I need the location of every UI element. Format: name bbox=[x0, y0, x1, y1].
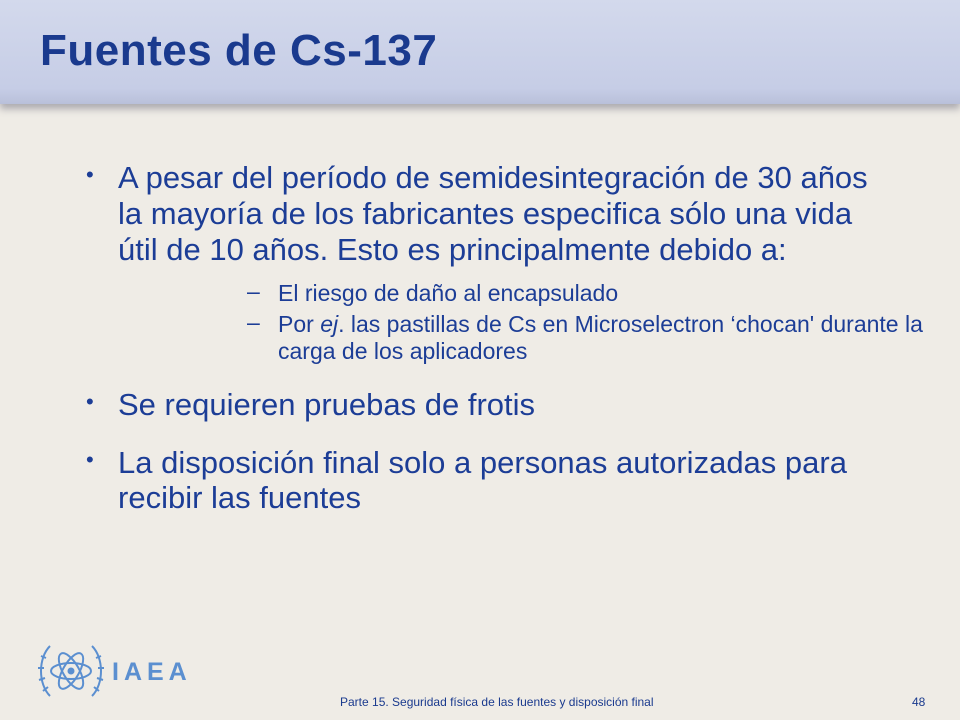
subbullet-item bbox=[118, 277, 958, 307]
subbullet-text-after: . las pastillas de Cs en Microselectron ‘chocan' durante la carga de los aplicadores bbox=[278, 310, 923, 364]
subbullet-list bbox=[118, 277, 923, 365]
page-number: 48 bbox=[912, 695, 926, 709]
subbullet-item bbox=[118, 308, 958, 365]
bullet-item bbox=[0, 387, 878, 423]
bullet-text: La disposición final solo a personas autorizadas para recibir las fuentes bbox=[118, 444, 847, 516]
subbullet-text-emphasis: ej bbox=[320, 310, 339, 337]
bullet-text: A pesar del período de semidesintegración de 30 años la mayoría de los fabricantes especifica sólo una vida útil de 10 años. Esto es principalmente debido a: bbox=[118, 160, 868, 267]
title-band bbox=[0, 0, 960, 104]
dash-icon: – bbox=[247, 308, 260, 335]
subbullet-text: El riesgo de daño al encapsulado bbox=[278, 279, 619, 306]
bullet-icon: • bbox=[86, 446, 94, 472]
bullet-icon: • bbox=[86, 388, 94, 414]
bullet-item bbox=[0, 445, 878, 517]
iaea-emblem-icon bbox=[36, 636, 106, 706]
iaea-logo-text: IAEA bbox=[112, 658, 192, 686]
dash-icon: – bbox=[247, 277, 260, 304]
slide-title: Fuentes de Cs-137 bbox=[40, 26, 438, 75]
slide-content bbox=[0, 160, 960, 538]
bullet-text: Se requieren pruebas de frotis bbox=[118, 386, 536, 422]
bullet-icon: • bbox=[86, 162, 94, 187]
subbullet-text-before: Por bbox=[278, 310, 321, 337]
bullet-item bbox=[0, 160, 923, 365]
footer-caption: Parte 15. Seguridad física de las fuentes y disposición final bbox=[340, 695, 654, 709]
